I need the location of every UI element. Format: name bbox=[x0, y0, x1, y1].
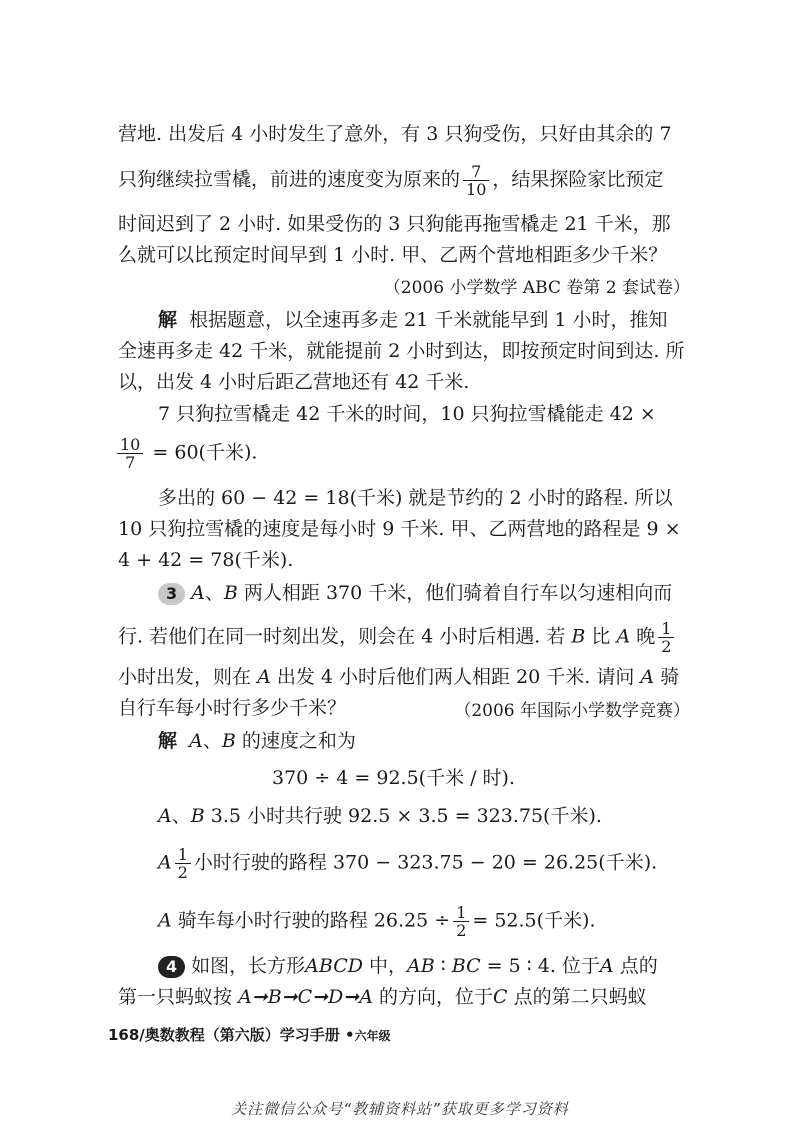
problem-number-badge: 4 bbox=[158, 956, 185, 978]
var-a: A bbox=[158, 805, 172, 827]
fraction-one-half bbox=[175, 846, 191, 881]
solution-text: 、 bbox=[171, 805, 191, 827]
solution-text: = 60(千米). bbox=[152, 441, 258, 464]
fraction-numerator: 7 bbox=[463, 163, 489, 181]
solution1-line-3: 以，出发 4 小时后距乙营地还有 42 千米. bbox=[118, 371, 470, 393]
page-number: 168/ bbox=[108, 1026, 145, 1044]
var-a: A bbox=[640, 666, 655, 688]
var-abcd: ABCD bbox=[305, 955, 363, 977]
problem-text: 中， bbox=[369, 955, 408, 977]
problem3-line-4: 自行车每小时行多少千米？ bbox=[118, 697, 347, 719]
problem-text: 点的第二只蚂蚁 bbox=[513, 986, 647, 1008]
var-bc: BC bbox=[451, 955, 481, 977]
problem-text: ，结果探险家比预定 bbox=[492, 168, 664, 191]
solution-label: 解 bbox=[158, 730, 178, 752]
solution3-line-2 bbox=[158, 802, 602, 830]
problem-text: 行. 若他们在同一时刻出发，则会在 4 小时后相遇. 若 bbox=[118, 625, 566, 648]
solution-text: = 52.5(千米). bbox=[472, 909, 596, 932]
problem4-line-2 bbox=[118, 983, 647, 1011]
solution1-line-7: 10 只狗拉雪橇的速度是每小时 9 千米. 甲、乙两营地的路程是 9 × bbox=[118, 518, 681, 540]
fraction-denominator: 2 bbox=[661, 637, 672, 656]
problem-text: 小时出发，则在 bbox=[118, 666, 252, 688]
problem-text: ∶ bbox=[440, 955, 446, 977]
problem-line-4: 么就可以比预定时间早到 1 小时. 甲、乙两个营地相距多少千米？ bbox=[118, 244, 668, 266]
solution1-line-1 bbox=[158, 306, 668, 334]
problem-text: = 5 ∶ 4. 位于 bbox=[486, 955, 600, 977]
problem4-line-1 bbox=[158, 952, 658, 980]
fraction-numerator: 1 bbox=[453, 904, 469, 922]
solution3-line-1 bbox=[158, 727, 356, 755]
fraction-one-half bbox=[453, 904, 469, 939]
var-a: A bbox=[599, 955, 614, 977]
solution-text: 3.5 小时共行驶 92.5 × 3.5 = 323.75(千米). bbox=[210, 805, 602, 827]
solution-text: 小时行驶的路程 370 − 323.75 − 20 = 26.25(千米). bbox=[193, 851, 658, 874]
fraction-numerator: 10 bbox=[117, 436, 143, 454]
page-footer bbox=[108, 1024, 391, 1045]
fraction-numerator: 1 bbox=[658, 620, 674, 638]
fraction-denominator: 2 bbox=[177, 863, 188, 882]
problem-line-3: 时间迟到了 2 小时. 如果受伤的 3 只狗能再拖雪橇走 21 千米，那 bbox=[118, 213, 671, 235]
fraction-seven-tenths bbox=[463, 163, 489, 198]
var-c: C bbox=[492, 986, 508, 1008]
book-title: 奥数教程（第六版）学习手册 • bbox=[144, 1026, 355, 1044]
problem3-line-3 bbox=[118, 663, 679, 691]
problem3-line-1 bbox=[158, 579, 672, 607]
problem3-line-2 bbox=[118, 620, 677, 655]
problem-text: 如图，长方形 bbox=[191, 955, 306, 977]
solution-text: 骑车每小时行驶的路程 26.25 ÷ bbox=[177, 909, 451, 932]
var-b: B bbox=[190, 805, 205, 827]
fraction-denominator: 7 bbox=[125, 453, 136, 472]
fraction-denominator: 2 bbox=[456, 921, 467, 940]
solution3-line-4 bbox=[158, 904, 596, 939]
problem-line-2 bbox=[118, 163, 663, 198]
solution1-line-5 bbox=[114, 436, 257, 471]
var-b: B bbox=[221, 730, 236, 752]
problem-text: 出发 4 小时后他们两人相距 20 千米. 请问 bbox=[276, 666, 635, 688]
fraction-one-half bbox=[658, 620, 674, 655]
solution1-line-2: 全速再多走 42 千米，就能提前 2 小时到达，即按预定时间到达. 所 bbox=[118, 340, 685, 362]
problem-text: 骑 bbox=[660, 666, 680, 688]
var-b: B bbox=[571, 625, 586, 648]
var-a: A bbox=[158, 851, 172, 874]
problem-text: 两人相距 370 千米，他们骑着自行车以匀速相向而 bbox=[243, 582, 673, 604]
problem-text: 的方向，位于 bbox=[378, 986, 493, 1008]
solution3-line-3 bbox=[158, 846, 657, 881]
ant-path: A➞B➞C➞D➞A bbox=[238, 986, 373, 1008]
problem-text: 点的 bbox=[619, 955, 658, 977]
fraction-ten-sevenths bbox=[117, 436, 143, 471]
var-b: B bbox=[223, 582, 238, 604]
problem-line-1: 营地. 出发后 4 小时发生了意外，有 3 只狗受伤，只好由其余的 7 bbox=[118, 123, 672, 145]
solution-text: 的速度之和为 bbox=[241, 730, 356, 752]
var-a: A bbox=[257, 666, 271, 688]
problem-text: 比 bbox=[591, 625, 611, 648]
problem-source: （2006 小学数学 ABC 卷第 2 套试卷） bbox=[383, 278, 690, 298]
solution1-line-6: 多出的 60 − 42 = 18(千米) 就是节约的 2 小时的路程. 所以 bbox=[158, 487, 673, 509]
var-ab: AB bbox=[407, 955, 435, 977]
solution-label: 解 bbox=[158, 309, 178, 331]
problem-text: 第一只蚂蚁按 bbox=[118, 986, 233, 1008]
grade-label: 六年级 bbox=[354, 1029, 391, 1043]
var-a: A bbox=[191, 582, 205, 604]
problem-text: 晚 bbox=[636, 625, 656, 648]
fraction-denominator: 10 bbox=[466, 180, 487, 199]
problem-text: 只狗继续拉雪橇，前进的速度变为原来的 bbox=[118, 168, 461, 191]
solution-text: 根据题意，以全速再多走 21 千米就能早到 1 小时，推知 bbox=[189, 309, 668, 331]
solution1-line-4: 7 只狗拉雪橇走 42 千米的时间，10 只狗拉雪橇能走 42 × bbox=[158, 403, 656, 425]
var-a: A bbox=[616, 625, 631, 648]
problem-number-badge: 3 bbox=[158, 583, 185, 605]
watermark-text: 关注微信公众号“教辅资料站”获取更多学习资料 bbox=[231, 1100, 569, 1118]
var-a: A bbox=[158, 909, 172, 932]
solution3-equation: 370 ÷ 4 = 92.5(千米 / 时). bbox=[272, 767, 516, 789]
solution-text: 、 bbox=[202, 730, 222, 752]
var-a: A bbox=[189, 730, 203, 752]
problem-text: 、 bbox=[204, 582, 224, 604]
solution1-line-8: 4 + 42 = 78(千米). bbox=[118, 549, 294, 571]
fraction-numerator: 1 bbox=[175, 846, 191, 864]
problem3-source: （2006 年国际小学数学竞赛） bbox=[454, 701, 690, 721]
